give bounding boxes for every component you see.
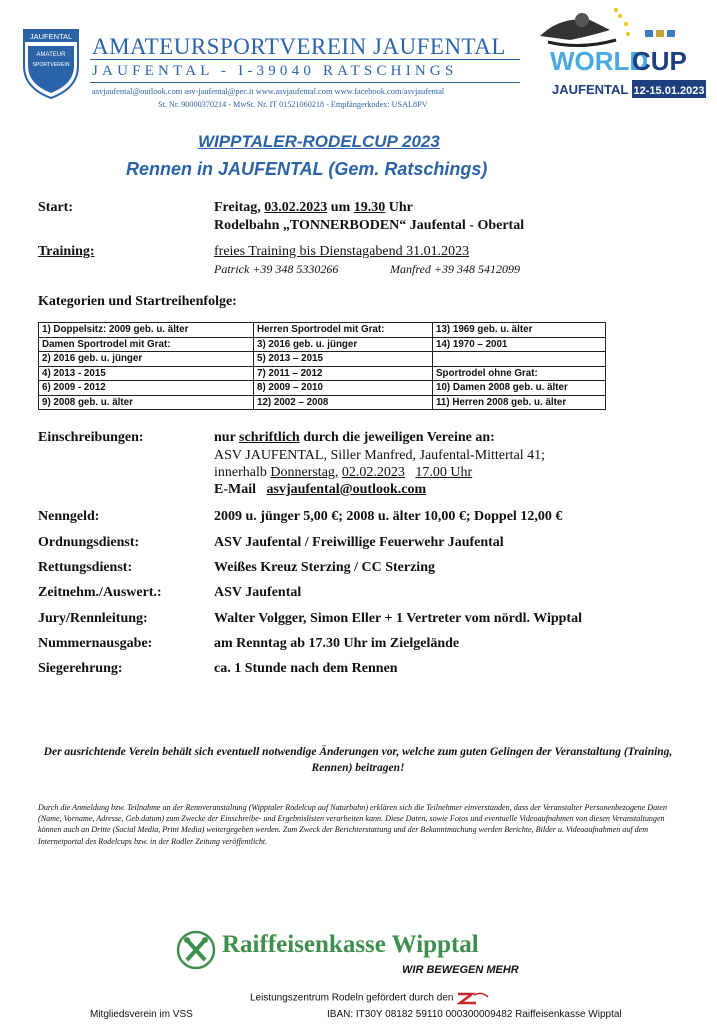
field-value: ca. 1 Stunde nach dem Rennen (214, 661, 398, 676)
categories-table (38, 322, 606, 410)
training-contact-patrick: Patrick +39 348 5330266 (214, 262, 339, 276)
registration-day: Donnerstag, (270, 465, 339, 480)
category-cell: 5) 2013 – 2015 (254, 352, 433, 367)
category-cell (433, 352, 606, 367)
sponsor-text (250, 991, 490, 1005)
category-cell: 12) 2002 – 2008 (254, 395, 433, 410)
start-uhr: Uhr (388, 200, 413, 215)
registration-date: 02.02.2023 (341, 465, 405, 480)
category-cell: 8) 2009 – 2010 (254, 381, 433, 396)
start-time: 19.30 (353, 200, 386, 215)
registration-innerhalb: innerhalb (214, 465, 267, 480)
training-label: Training: (38, 244, 95, 259)
field-label: Nenngeld: (38, 509, 100, 524)
organizer-notice: Der ausrichtende Verein behält sich eventuell notwendige Änderungen vor, welche zum guten Gelingen der Veranstaltung (Training, Rennen) beitragen! (43, 746, 673, 774)
registration-label: Einschreibungen: (38, 430, 144, 445)
registration-schriftlich: schriftlich (239, 430, 300, 445)
category-row (39, 337, 606, 352)
training-contact-manfred: Manfred +39 348 5412099 (390, 262, 520, 276)
start-venue: Rodelbahn „TONNERBODEN“ Jaufental - Obertal (214, 218, 525, 233)
category-cell: 7) 2011 – 2012 (254, 366, 433, 381)
field-label: Jury/Rennleitung: (38, 611, 148, 626)
registration-address: ASV JAUFENTAL, Siller Manfred, Jaufental-Mittertal 41; (214, 448, 546, 463)
field-label: Rettungsdienst: (38, 560, 133, 575)
field-label: Siegerehrung: (38, 661, 123, 676)
category-cell: 9) 2008 geb. u. älter (39, 395, 254, 410)
bank-iban: IBAN: IT30Y 08182 59110 000300009482 Raiffeisenkasse Wipptal (327, 1009, 622, 1020)
categories-heading: Kategorien und Startreihenfolge: (38, 294, 237, 309)
worldcup-place: JAUFENTAL (552, 82, 629, 97)
club-contacts: asvjaufental@outlook.com asv-jaufental@pec.it www.asvjaufental.com www.facebook.com/asvjaufental (92, 87, 445, 96)
training-text: freies Training bis Dienstagabend 31.01.2023 (214, 244, 470, 259)
category-cell: 2) 2016 geb. u. jünger (39, 352, 254, 367)
category-row (39, 395, 606, 410)
club-tax-line: St. Nr. 90000370214 - MwSt. Nr. IT 01521060218 - Empfängerkodex: USAL8PV (158, 100, 428, 109)
worldcup-dates: 12-15.01.2023 (633, 85, 705, 97)
logo-text-bottom: SPORTVEREIN (32, 62, 70, 68)
category-cell: 6) 2009 - 2012 (39, 381, 254, 396)
registration-line1 (214, 430, 495, 446)
registration-email-line (214, 482, 426, 498)
privacy-notice: Durch die Anmeldung bzw. Teilnahme an der Rennveranstaltung (Wipptaler Rodelcup auf Naturbahn) erklären sich die Teilnehmer einverstanden, dass der Veranstalter Personenbezogene Daten (Name, Vorname, Adresse, Geb.datum) zum Zwecke der Einschreibe- und Ergebnislisten verarbeiten kann. Diese Daten, sowie Fotos und eventuelle Videoaufnahmen von diesen Veranstaltungen können auch an Dritte (Social Media, Print Media) weitergegeben werden. Zum Zweck der Berichterstattung und der Bekanntmachung werden Berichte, Bilder u. Videoaufnahmen auf dem Internetportal des Rodelcups bzw. in der Rodler Zeitung veröffentlicht. (38, 803, 668, 846)
category-cell: 11) Herren 2008 geb. u. älter (433, 395, 606, 410)
category-cell: 14) 1970 – 2001 (433, 337, 606, 352)
category-row (39, 381, 606, 396)
start-day: Freitag, (214, 200, 261, 215)
bank-slogan: WIR BEWEGEN MEHR (402, 964, 519, 976)
field-label: Nummernausgabe: (38, 636, 153, 651)
field-label: Zeitnehm./Auswert.: (38, 585, 162, 600)
email-label: E-Mail (214, 482, 256, 497)
start-date: 03.02.2023 (264, 200, 328, 215)
category-cell: Damen Sportrodel mit Grat: (39, 337, 254, 352)
sponsor-logo (456, 991, 490, 1005)
registration-via-clubs: durch die jeweiligen Vereine an: (303, 430, 495, 445)
category-cell: 1) Doppelsitz: 2009 geb. u. älter (39, 323, 254, 338)
category-cell: 3) 2016 geb. u. jünger (254, 337, 433, 352)
logo-text-top: JAUFENTAL (29, 32, 73, 41)
header-divider (90, 82, 520, 83)
field-value: Walter Volgger, Simon Eller + 1 Vertreter vom nördl. Wipptal (214, 611, 582, 626)
category-row (39, 323, 606, 338)
page-title: WIPPTALER-RODELCUP 2023 (198, 132, 440, 151)
registration-time: 17.00 Uhr (415, 465, 473, 480)
field-value: 2009 u. jünger 5,00 €; 2008 u. älter 10,00 €; Doppel 12,00 € (214, 509, 563, 524)
start-um: um (330, 200, 351, 215)
page-subtitle: Rennen in JAUFENTAL (Gem. Ratschings) (126, 159, 488, 179)
field-value: Weißes Kreuz Sterzing / CC Sterzing (214, 560, 435, 575)
worldcup-logo (520, 6, 710, 102)
field-value: am Renntag ab 17.30 Uhr im Zielgelände (214, 636, 460, 651)
club-address: JAUFENTAL - I-39040 RATSCHINGS (92, 63, 458, 79)
worldcup-word1: WORLD (550, 46, 649, 76)
field-label: Ordnungsdienst: (38, 535, 140, 550)
category-row (39, 352, 606, 367)
logo-text-mid: AMATEUR (36, 52, 66, 58)
category-cell: 10) Damen 2008 geb. u. älter (433, 381, 606, 396)
category-cell: 4) 2013 - 2015 (39, 366, 254, 381)
start-label: Start: (38, 200, 73, 215)
field-value: ASV Jaufental (214, 585, 302, 600)
club-name: AMATEURSPORTVEREIN JAUFENTAL (92, 34, 506, 59)
registration-nur: nur (214, 430, 236, 445)
vss-membership: Mitgliedsverein im VSS (90, 1009, 193, 1020)
registration-deadline (214, 465, 472, 481)
bank-name: Raiffeisenkasse Wipptal (222, 931, 479, 958)
club-logo (22, 28, 80, 100)
category-cell: 13) 1969 geb. u. älter (433, 323, 606, 338)
sponsor-label: Leistungszentrum Rodeln gefördert durch den (250, 992, 454, 1004)
worldcup-word2: CUP (632, 46, 687, 76)
category-row (39, 366, 606, 381)
header-divider (90, 59, 520, 60)
raiffeisen-logo (176, 930, 216, 970)
email-link[interactable]: asvjaufental@outlook.com (266, 482, 427, 497)
category-cell: Herren Sportrodel mit Grat: (254, 323, 433, 338)
field-value: ASV Jaufental / Freiwillige Feuerwehr Jaufental (214, 535, 504, 550)
start-value (214, 200, 413, 216)
category-cell: Sportrodel ohne Grat: (433, 366, 606, 381)
